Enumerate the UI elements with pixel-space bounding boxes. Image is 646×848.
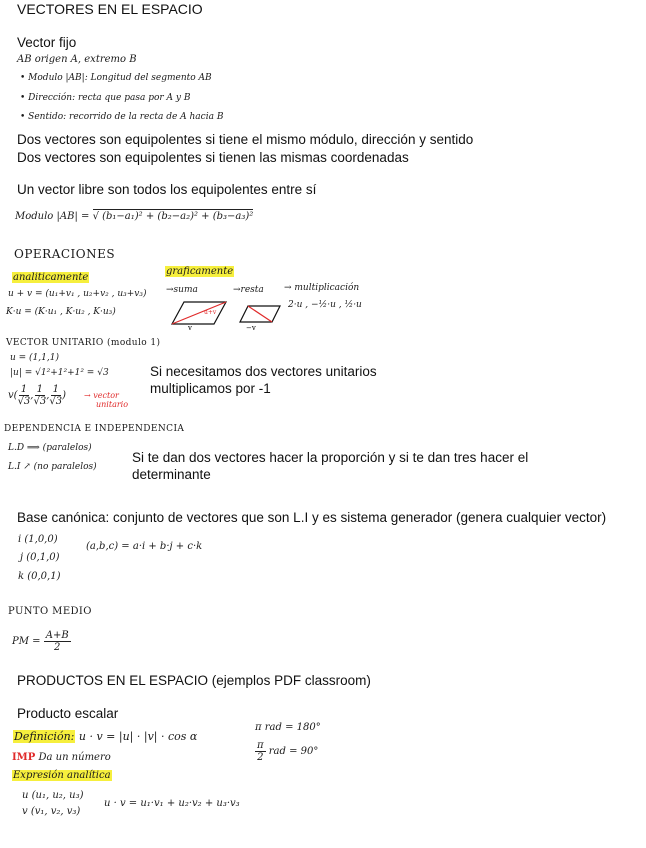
base-i: i (1,0,0) <box>18 534 58 545</box>
v-coords: v (v₁, v₂, v₃) <box>22 806 81 817</box>
unit-vector-formula: v( $\frac{1}{√3}$ , $\frac{1}{√3}$ , $\frac{1}{√3}$ ) <box>8 384 67 407</box>
punto-medio-heading: PUNTO MEDIO <box>8 606 92 617</box>
suma-diagonal <box>172 302 226 324</box>
frac-1 <box>18 384 31 407</box>
imp-row <box>12 752 111 763</box>
vector-u-modulus: |u| = √1²+1²+1² = √3 <box>10 368 109 378</box>
suma-v-label: v <box>188 324 192 332</box>
pi-half-fraction <box>255 740 266 763</box>
producto-escalar-heading: Producto escalar <box>17 706 119 721</box>
producto-escalar-formula: u · v = u₁·v₁ + u₂·v₂ + u₃·v₃ <box>104 798 240 809</box>
frac-3-num: 1 <box>52 384 59 395</box>
base-canonica-text: Base canónica: conjunto de vectores que son L.I y es sistema generador (genera cualquier vector) <box>17 510 607 525</box>
producto-escalar-k-formula: K·u = (K·u₁ , K·u₂ , K·u₃) <box>6 307 116 317</box>
vector-libre-text: Un vector libre son todos los equipolentes entre sí <box>17 182 317 197</box>
unit-vector-annotation-1: → vector <box>84 391 119 400</box>
u-coords: u (u₁, u₂, u₃) <box>22 790 84 801</box>
grafico-resta-label: →resta <box>233 285 264 295</box>
suma-formula: u + v = (u₁+v₁ , u₂+v₂ , u₃+v₃) <box>8 289 147 299</box>
pm-den: 2 <box>54 642 61 653</box>
vector-fijo-modulo: • Modulo |AB|: Longitud del segmento AB <box>20 73 212 83</box>
pm-num: A+B <box>45 630 69 641</box>
frac-2-den: √3 <box>33 396 47 407</box>
unitario-note-1: Si necesitamos dos vectores unitarios <box>150 364 377 379</box>
suma-result-label: u+v <box>204 309 217 316</box>
pi-half-den: 2 <box>257 752 264 763</box>
pm-label: PM = <box>12 636 41 647</box>
base-k: k (0,0,1) <box>18 571 61 582</box>
operaciones-heading: OPERACIONES <box>14 247 116 261</box>
li-label: L.I ↗ (no paralelos) <box>8 462 97 472</box>
vector-fijo-sentido: • Sentido: recorrido de la recta de A hacia B <box>20 112 224 122</box>
imp-label: IMP <box>12 752 36 763</box>
vector-u-coords: u = (1,1,1) <box>10 353 59 363</box>
modulo-formula <box>15 211 253 222</box>
frac-3 <box>49 384 62 407</box>
punto-medio-formula <box>12 630 71 653</box>
multiplicacion-examples: 2·u , −½·u , ½·u <box>288 300 362 310</box>
pi-half-num: π <box>257 740 264 751</box>
dependencia-heading: DEPENDENCIA E INDEPENDENCIA <box>4 424 185 434</box>
grafico-multiplicacion-label: → multiplicación <box>284 283 360 293</box>
modulo-formula-expr: √ (b₁−a₁)² + (b₂−a₂)² + (b₃−a₃)² <box>92 211 254 222</box>
expresion-analitica-label: Expresión analítica <box>13 770 111 781</box>
dependencia-note-1: Si te dan dos vectores hacer la proporción y si te dan tres hacer el <box>132 450 529 465</box>
unit-vector-annotation <box>84 391 128 409</box>
pi-half-rest: rad = 90° <box>268 746 319 757</box>
base-j: j (0,1,0) <box>20 552 60 563</box>
resta-neg-v-label: −v <box>246 324 256 332</box>
resta-diagonal <box>248 306 272 322</box>
modulo-formula-label: Modulo |AB| = <box>15 211 90 222</box>
frac-2 <box>33 384 46 407</box>
unit-vector-prefix: v <box>8 390 14 401</box>
frac-3-den: √3 <box>49 396 63 407</box>
pi-rad: π rad = 180° <box>255 722 321 733</box>
grafico-suma-label: →suma <box>166 285 198 295</box>
unitario-note-2: multiplicamos por -1 <box>150 381 271 396</box>
frac-2-num: 1 <box>36 384 44 395</box>
ld-label: L.D ⟹ (paralelos) <box>8 443 92 453</box>
definicion-label: Definición: <box>14 730 75 743</box>
unit-vector-annotation-2: unitario <box>96 400 129 409</box>
definicion-row <box>13 730 197 743</box>
vector-unitario-heading: VECTOR UNITARIO (modulo 1) <box>6 338 161 348</box>
productos-heading: PRODUCTOS EN EL ESPACIO (ejemplos PDF classroom) <box>17 673 371 688</box>
base-combination: (a,b,c) = a·i + b·j + c·k <box>86 541 203 552</box>
suma-parallelogram-diagram <box>168 298 230 330</box>
resta-parallelogram-diagram <box>238 302 284 330</box>
definicion-formula: u · v = |u| · |v| · cos α <box>78 730 198 743</box>
pi-half-rad <box>255 740 318 763</box>
imp-text: Da un número <box>38 752 111 763</box>
vector-fijo-heading: Vector fijo <box>17 35 77 50</box>
frac-1-num: 1 <box>20 384 28 395</box>
dependencia-note-2: determinante <box>132 467 211 482</box>
vector-fijo-def: AB origen A, extremo B <box>17 54 137 65</box>
vector-fijo-direccion: • Dirección: recta que pasa por A y B <box>20 93 191 103</box>
frac-1-den: √3 <box>17 396 31 407</box>
equipolentes-line-2: Dos vectores son equipolentes si tienen las mismas coordenadas <box>17 150 409 165</box>
analiticamente-label: analiticamente <box>13 272 89 283</box>
graficamente-label: graficamente <box>166 266 234 277</box>
page-title: VECTORES EN EL ESPACIO <box>17 1 203 17</box>
equipolentes-line-1: Dos vectores son equipolentes si tiene el mismo módulo, dirección y sentido <box>17 132 474 147</box>
pm-fraction <box>44 630 71 653</box>
